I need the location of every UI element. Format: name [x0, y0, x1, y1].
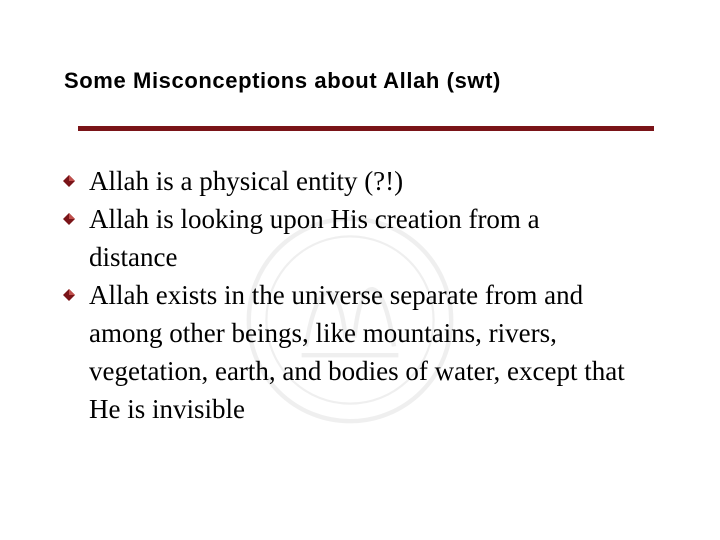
- diamond-bullet-icon: [63, 289, 75, 301]
- bullet-item: [0, 162, 634, 200]
- bullet-text: Allah is looking upon His creation from a distance: [89, 204, 540, 272]
- diamond-bullet-icon: [63, 175, 75, 187]
- diamond-bullet-icon: [63, 213, 75, 225]
- bullet-item: [0, 200, 634, 276]
- slide-title: Some Misconceptions about Allah (swt): [64, 68, 501, 93]
- bullet-text: Allah exists in the universe separate from and among other beings, like mountains, rivers, vegetation, earth, and bodies of water, except that He is invisible: [89, 280, 625, 424]
- bullet-item: [0, 276, 634, 428]
- title-divider: [78, 126, 654, 131]
- bullet-text: Allah is a physical entity (?!): [89, 166, 404, 196]
- bullet-list: [0, 162, 634, 428]
